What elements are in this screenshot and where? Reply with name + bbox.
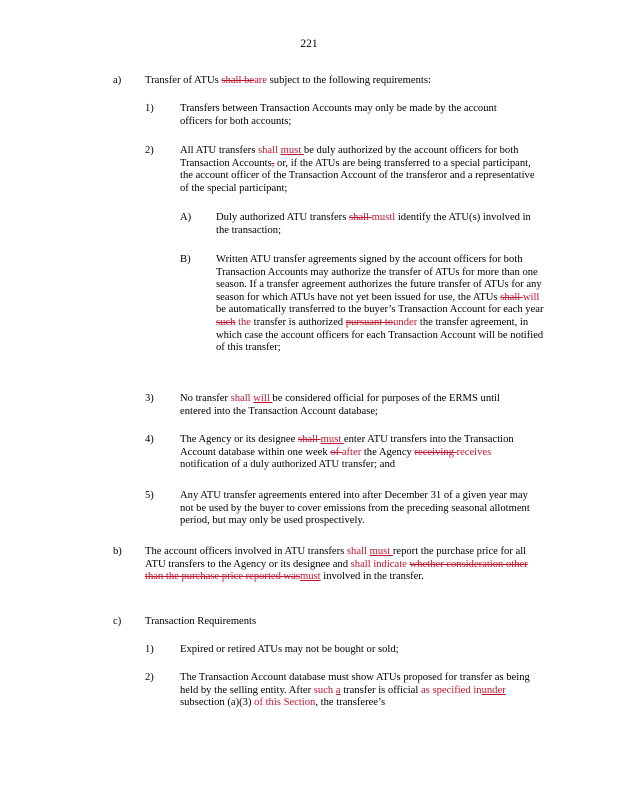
deleted-text: shall xyxy=(297,434,321,445)
text-run: the transfer agreement, in which case the account officers for each Transaction Account will be notified of this transfer; xyxy=(216,316,544,354)
deleted-text: shall be xyxy=(221,75,255,86)
a2B-text xyxy=(216,254,544,355)
a5-text xyxy=(180,490,544,528)
inserted-text: mustl xyxy=(371,212,396,223)
text-run: transfer is authorized xyxy=(251,316,346,328)
inserted-text: of this Section xyxy=(254,697,316,709)
text-run: Transfers between Transaction Accounts may only be made by the account officers for both accounts; xyxy=(180,103,497,127)
section-a-label: a) xyxy=(113,75,122,86)
text-run: The Transaction Account database must show ATUs proposed for transfer as being held by the selling entity. After xyxy=(180,672,530,696)
text-run: Any ATU transfer agreements entered into after December 31 of a given year may not be used by the buyer to cover emissions from the preceding seasonal allotment period, but may only be used prospectively. xyxy=(180,490,530,527)
inserted-text: must xyxy=(300,571,321,583)
text-run: Transfer of ATUs xyxy=(145,75,222,86)
inserted-text: must xyxy=(320,434,344,445)
inserted-text: are xyxy=(254,75,268,86)
text-run: report the purchase price for all ATU transfers to the Agency or its designee and xyxy=(145,546,527,570)
a2A-label: A) xyxy=(180,212,192,223)
text-run: notification of a duly authorized ATU transfer; and xyxy=(180,459,396,471)
inserted-text: such xyxy=(313,684,336,696)
inserted-text: shall indicate xyxy=(350,558,410,570)
section-b-label: b) xyxy=(113,546,122,557)
deleted-text: whether consideration other than the purchase price reported was xyxy=(145,558,528,583)
text-run: be automatically transferred to the buyer’s Transaction Account for each year xyxy=(216,304,544,316)
inserted-text: receives xyxy=(456,446,492,458)
a2-text xyxy=(180,145,544,195)
deleted-text: pursuant to xyxy=(345,316,394,328)
deleted-text: , xyxy=(271,157,275,169)
deleted-text: receiving xyxy=(414,446,457,458)
text-run: be duly authorized by the account officers for both Transaction Accounts xyxy=(180,145,519,169)
page-number: 221 xyxy=(300,38,318,50)
text-run: No transfer xyxy=(180,393,231,404)
inserted-text: under xyxy=(393,316,418,328)
text-run: be considered official for purposes of the ERMS until entered into the Transaction Account database; xyxy=(180,393,500,417)
a1-text xyxy=(180,103,528,128)
inserted-text: as specified in xyxy=(420,684,482,696)
text-run: identify the ATU(s) involved in the transaction; xyxy=(216,212,531,236)
text-run: subject to the following requirements: xyxy=(267,75,431,86)
c1-text xyxy=(180,644,544,657)
text-run: Duly authorized ATU transfers xyxy=(216,212,349,223)
inserted-text: after xyxy=(341,446,362,458)
text-run: The Agency or its designee xyxy=(180,434,298,445)
deleted-text: shall xyxy=(500,291,523,303)
section-b-text xyxy=(145,546,543,584)
inserted-text: shall xyxy=(346,546,370,557)
a1-label: 1) xyxy=(145,103,154,114)
text-run: the Agency xyxy=(361,446,415,458)
a4-label: 4) xyxy=(145,434,154,445)
section-c-label: c) xyxy=(113,616,122,627)
text-run: The account officers involved in ATU transfers xyxy=(145,546,347,557)
inserted-text: under xyxy=(481,684,506,696)
inserted-text: must xyxy=(280,145,304,156)
inserted-text: a xyxy=(335,684,341,696)
c2-text xyxy=(180,672,546,710)
a2B-label: B) xyxy=(180,254,191,265)
inserted-text: will xyxy=(522,291,540,303)
a2A-text xyxy=(216,212,538,237)
a3-text xyxy=(180,393,524,418)
text-run: or, if the ATUs are being transferred to a special participant, the account officer of the Transaction Account of the transferor and a representative of the special participant; xyxy=(180,157,535,194)
section-c-heading: Transaction Requirements xyxy=(145,616,257,627)
a3-label: 3) xyxy=(145,393,154,404)
section-a-text xyxy=(145,75,545,88)
inserted-text: must xyxy=(369,546,393,557)
text-run: Expired or retired ATUs may not be bought or sold; xyxy=(180,644,399,655)
text-run: , the transferee’s xyxy=(315,697,386,709)
a5-label: 5) xyxy=(145,490,154,501)
deleted-text: of xyxy=(330,446,342,458)
inserted-text: the xyxy=(235,316,252,328)
a4-text xyxy=(180,434,520,472)
inserted-text: shall xyxy=(257,145,281,156)
deleted-text: shall xyxy=(348,212,372,223)
text-run: transfer is official xyxy=(340,684,421,696)
text-run: enter ATU transfers into the Transaction Account database within one week xyxy=(180,434,514,458)
inserted-text: shall xyxy=(230,393,254,404)
text-run: involved in the transfer. xyxy=(320,571,424,583)
a2-label: 2) xyxy=(145,145,154,156)
text-run: Written ATU transfer agreements signed by the account officers for both Transaction Accounts may authorize the transfer of ATUs for more than one season. If a transfer agreement authorizes the future transfer of ATUs for any season for which ATUs have not yet been issued for use, the ATUs xyxy=(216,254,542,303)
deleted-text: such xyxy=(216,316,236,328)
inserted-text: will xyxy=(253,393,273,404)
c1-label: 1) xyxy=(145,644,154,655)
c2-label: 2) xyxy=(145,672,154,683)
text-run: All ATU transfers xyxy=(180,145,258,156)
text-run: subsection (a)(3) xyxy=(180,697,255,709)
